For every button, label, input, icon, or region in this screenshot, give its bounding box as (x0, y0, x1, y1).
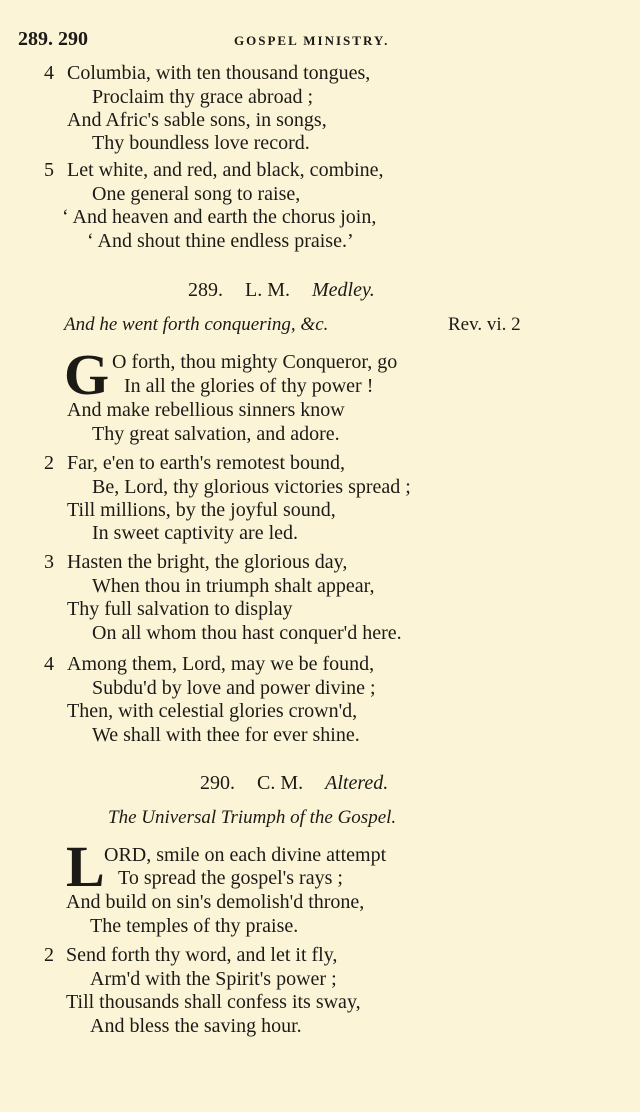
hymn-number: 289. (188, 279, 223, 301)
verse-line: Let white, and red, and black, combine, (67, 159, 384, 181)
verse-line: And build on sin's demolish'd throne, (66, 891, 365, 913)
verse-line: One general song to raise, (92, 183, 301, 205)
verse-line: ‘ And shout thine endless praise.’ (87, 230, 354, 252)
subtitle-text: The Universal Triumph of the Gospel. (108, 807, 397, 828)
verse-line: ‘ And heaven and earth the chorus join, (62, 206, 377, 228)
verse-line: When thou in triumph shalt appear, (92, 575, 375, 597)
verse-line: O forth, thou mighty Conqueror, go (112, 351, 398, 373)
verse-number: 5 (44, 159, 54, 181)
verse-number: 4 (44, 653, 54, 675)
verse-line: Be, Lord, thy glorious victories spread ; (92, 476, 411, 498)
verse-line: Till thousands shall confess its sway, (66, 991, 361, 1013)
page-numbers: 289. 290 (18, 28, 88, 50)
verse-line: Then, with celestial glories crown'd, (67, 700, 358, 722)
hymn-subtitle (108, 806, 396, 830)
verse-line: Columbia, with ten thousand tongues, (67, 62, 371, 84)
verse-line: Among them, Lord, may we be found, (67, 653, 375, 675)
verse-line: Proclaim thy grace abroad ; (92, 86, 314, 108)
verse-line: In sweet captivity are led. (92, 522, 299, 544)
drop-cap: L (66, 834, 105, 899)
hymn-meter: C. M. (257, 772, 304, 794)
hymn-heading (200, 771, 388, 795)
hymn-meter: L. M. (245, 279, 290, 301)
verse-line: Thy great salvation, and adore. (92, 423, 340, 445)
verse-line: ORD, smile on each divine attempt (104, 844, 387, 866)
hymn-tune: Altered. (325, 772, 389, 794)
hymn-number: 290. (200, 772, 235, 794)
verse-line: And make rebellious sinners know (67, 399, 345, 421)
verse-line: We shall with thee for ever shine. (92, 724, 360, 746)
scripture-reference: Rev. vi. 2 (448, 314, 521, 335)
verse-line: And Afric's sable sons, in songs, (67, 109, 327, 131)
hymn-subtitle (64, 313, 328, 337)
verse-line: Thy boundless love record. (92, 132, 310, 154)
verse-line: Hasten the bright, the glorious day, (67, 551, 348, 573)
verse-line: On all whom thou hast conquer'd here. (92, 622, 402, 644)
running-header (18, 28, 620, 52)
running-title: GOSPEL MINISTRY. (234, 33, 390, 48)
verse-number: 2 (44, 452, 54, 474)
hymn-tune: Medley. (312, 279, 375, 301)
verse-line: Subdu'd by love and power divine ; (92, 677, 376, 699)
verse-line: To spread the gospel's rays ; (118, 867, 343, 889)
verse-line: Arm'd with the Spirit's power ; (90, 968, 337, 990)
verse-number: 2 (44, 944, 54, 966)
drop-cap: G (64, 342, 110, 407)
verse-line: In all the glories of thy power ! (124, 375, 374, 397)
verse-line: Far, e'en to earth's remotest bound, (67, 452, 345, 474)
hymn-heading (188, 278, 375, 302)
verse-number: 4 (44, 62, 54, 84)
verse-line: Thy full salvation to display (67, 598, 293, 620)
verse-line: Send forth thy word, and let it fly, (66, 944, 338, 966)
verse-number: 3 (44, 551, 54, 573)
verse-line: And bless the saving hour. (90, 1015, 302, 1037)
verse-line: The temples of thy praise. (90, 915, 299, 937)
verse-line: Till millions, by the joyful sound, (67, 499, 336, 521)
subtitle-text: And he went forth conquering, &c. (64, 314, 329, 335)
